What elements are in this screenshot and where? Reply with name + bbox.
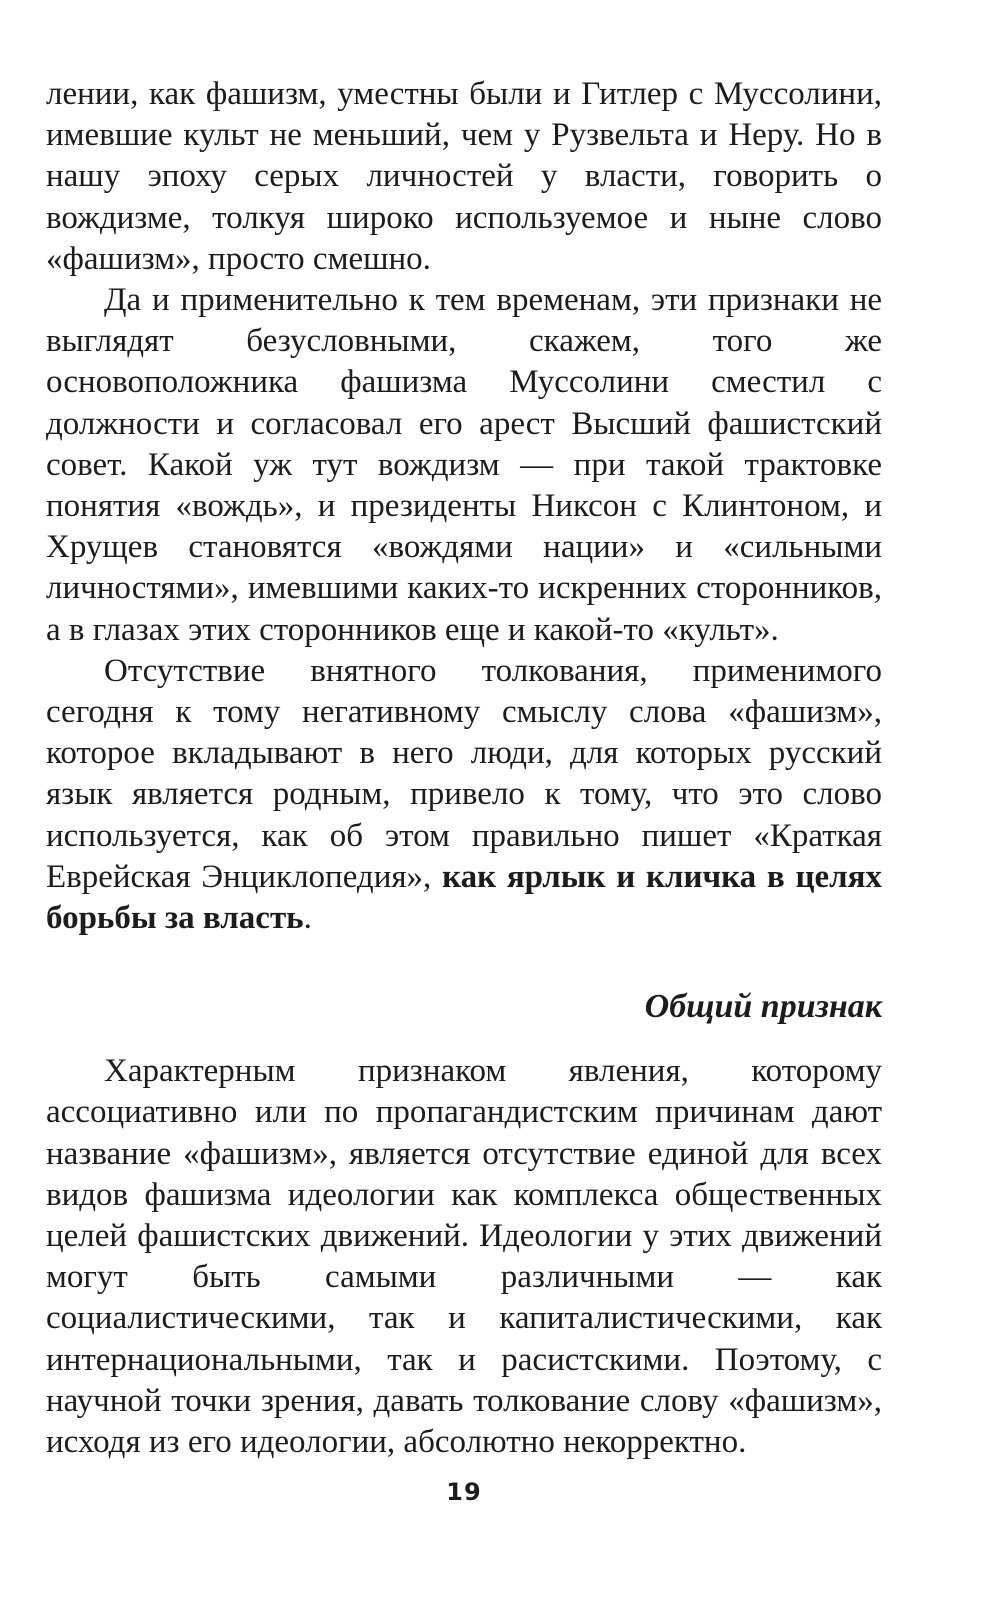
paragraph-1: лении, как фашизм, уместны были и Гитлер с Муссолини, имевшие культ не меньший, чем у Рузвельта и Неру. Но в нашу эпоху серых личностей у власти, говорить о вождизме, толкуя широко используемое и ныне слово «фашизм», просто смешно. (46, 76, 882, 277)
paragraph-3-bold-text: как ярлык и кличка в целях борьбы за власть (46, 858, 882, 937)
section-heading: Общий признак (644, 988, 882, 1026)
paragraph-3-text: Отсутствие внятного толкования, применимого сегодня к тому негативному смыслу слова «фашизм», которое вкладывают в него люди, для которых русский язык является родным, привело к тому, что это слово используется, как об этом правильно пишет «Краткая Еврейская Энциклопедия», (46, 652, 882, 895)
page-number: 19 (446, 1478, 482, 1506)
paragraph-3-end: . (303, 900, 312, 937)
paragraph-2: Да и применительно к тем временам, эти признаки не выглядят безусловными, скажем, того же основоположника фашизма Муссолини сместил с должности и согласовал его арест Высший фашистский совет. Какой уж тут вождизм — при такой трактовке понятия «вождь», и президенты Никсон с Клинтоном, и Хрущев становятся «вождями нации» и «сильными личностями», имевшими каких-то искренних сторонников, а в глазах этих сторонников еще и какой-то «культ». (46, 282, 882, 648)
paragraph-4: Характерным признаком явления, которому ассоциативно или по пропагандистским причинам дают название «фашизм», является отсутствие единой для всех видов фашизма идеологии как комплекса общественных целей фашистских движений. Идеологии у этих движений могут быть самыми различными — как социалистическими, так и капиталистическими, как интернациональными, так и расистскими. Поэтому, с научной точки зрения, давать толкование слову «фашизм», исходя из его идеологии, абсолютно некорректно. (46, 1053, 882, 1461)
page-body (46, 74, 882, 1463)
paragraph-3 (46, 651, 882, 939)
